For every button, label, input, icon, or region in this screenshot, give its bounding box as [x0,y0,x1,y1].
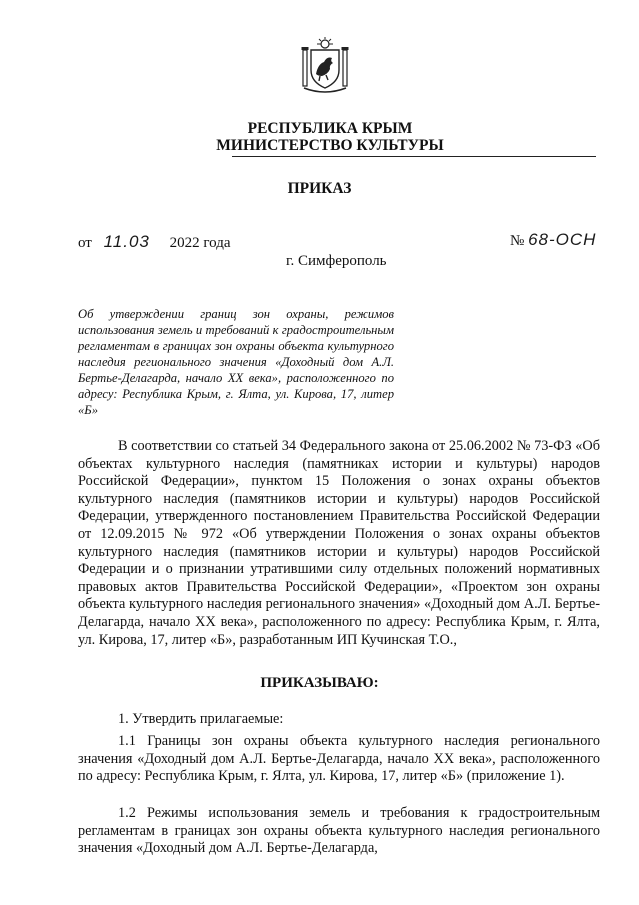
preamble-paragraph: В соответствии со статьей 34 Федерального закона от 25.06.2002 № 73-ФЗ «Об объектах культурного наследия (памятниках истории и культуры) народов Российской Федерации», пунктом 15 Положения о зонах охраны объектов культурного наследия (памятников истории и культуры) народов Российской Федерации, утвержденного постановлением Правительства Российской Федерации от 12.09.2015 № 972 «Об утверждении Положения о зонах охраны объектов культурного наследия (памятников истории и культуры) народов Российской Федерации и о признании утратившими силу отдельных положений нормативных правовых актов Правительства Российской Федерации», «Проектом зон охраны объекта культурного наследия регионального значения» «Доходный дом А.Л. Бертье-Делагарда, начало XX века», расположенного по адресу: Республика Крым, г. Ялта, ул. Кирова, 17, литер «Б», разработанным ИП Кучинская Т.О., [78,438,600,648]
document-subject: Об утверждении границ зон охраны, режимов использования земель и требований к градостроительным регламентам в границах зон охраны объекта культурного наследия регионального значения «Доходный дом А.Л. Бертье-Делагарда, начало XX века», расположенного по адресу: Республика Крым, г. Ялта, ул. Кирова, 17, литер «Б» [78,307,394,417]
number-handwritten: 68-ОСН [528,230,597,249]
document-title: ПРИКАЗ [287,180,352,197]
document-city: г. Симферополь [286,253,387,269]
date-prefix: от [78,235,92,251]
item-1: 1. Утвердить прилагаемые: [118,711,284,727]
date-handwritten: 11.03 [103,232,150,251]
org-name-line2: МИНИСТЕРСТВО КУЛЬТУРЫ [216,137,444,154]
item-1-2: 1.2 Режимы использования земель и требования к градостроительным регламентам в границах зон охраны объекта культурного наследия регионального значения «Доходный дом А.Л. Бертье-Делагарда, [78,805,600,857]
header-divider [232,156,596,157]
document-number [510,230,596,250]
crimea-coat-of-arms-icon [300,36,350,94]
item-1-1: 1.1 Границы зон охраны объекта культурного наследия регионального значения «Доходный дом А.Л. Бертье-Делагарда, начало XX века», расположенного по адресу: Республика Крым, г. Ялта, ул. Кирова, 17, литер «Б» (приложение 1). [78,733,600,785]
date-suffix: 2022 года [169,235,231,251]
decree-heading: ПРИКАЗЫВАЮ: [260,675,379,691]
org-name-line1: РЕСПУБЛИКА КРЫМ [247,120,413,137]
document-date [78,232,231,252]
number-prefix: № [510,233,525,249]
